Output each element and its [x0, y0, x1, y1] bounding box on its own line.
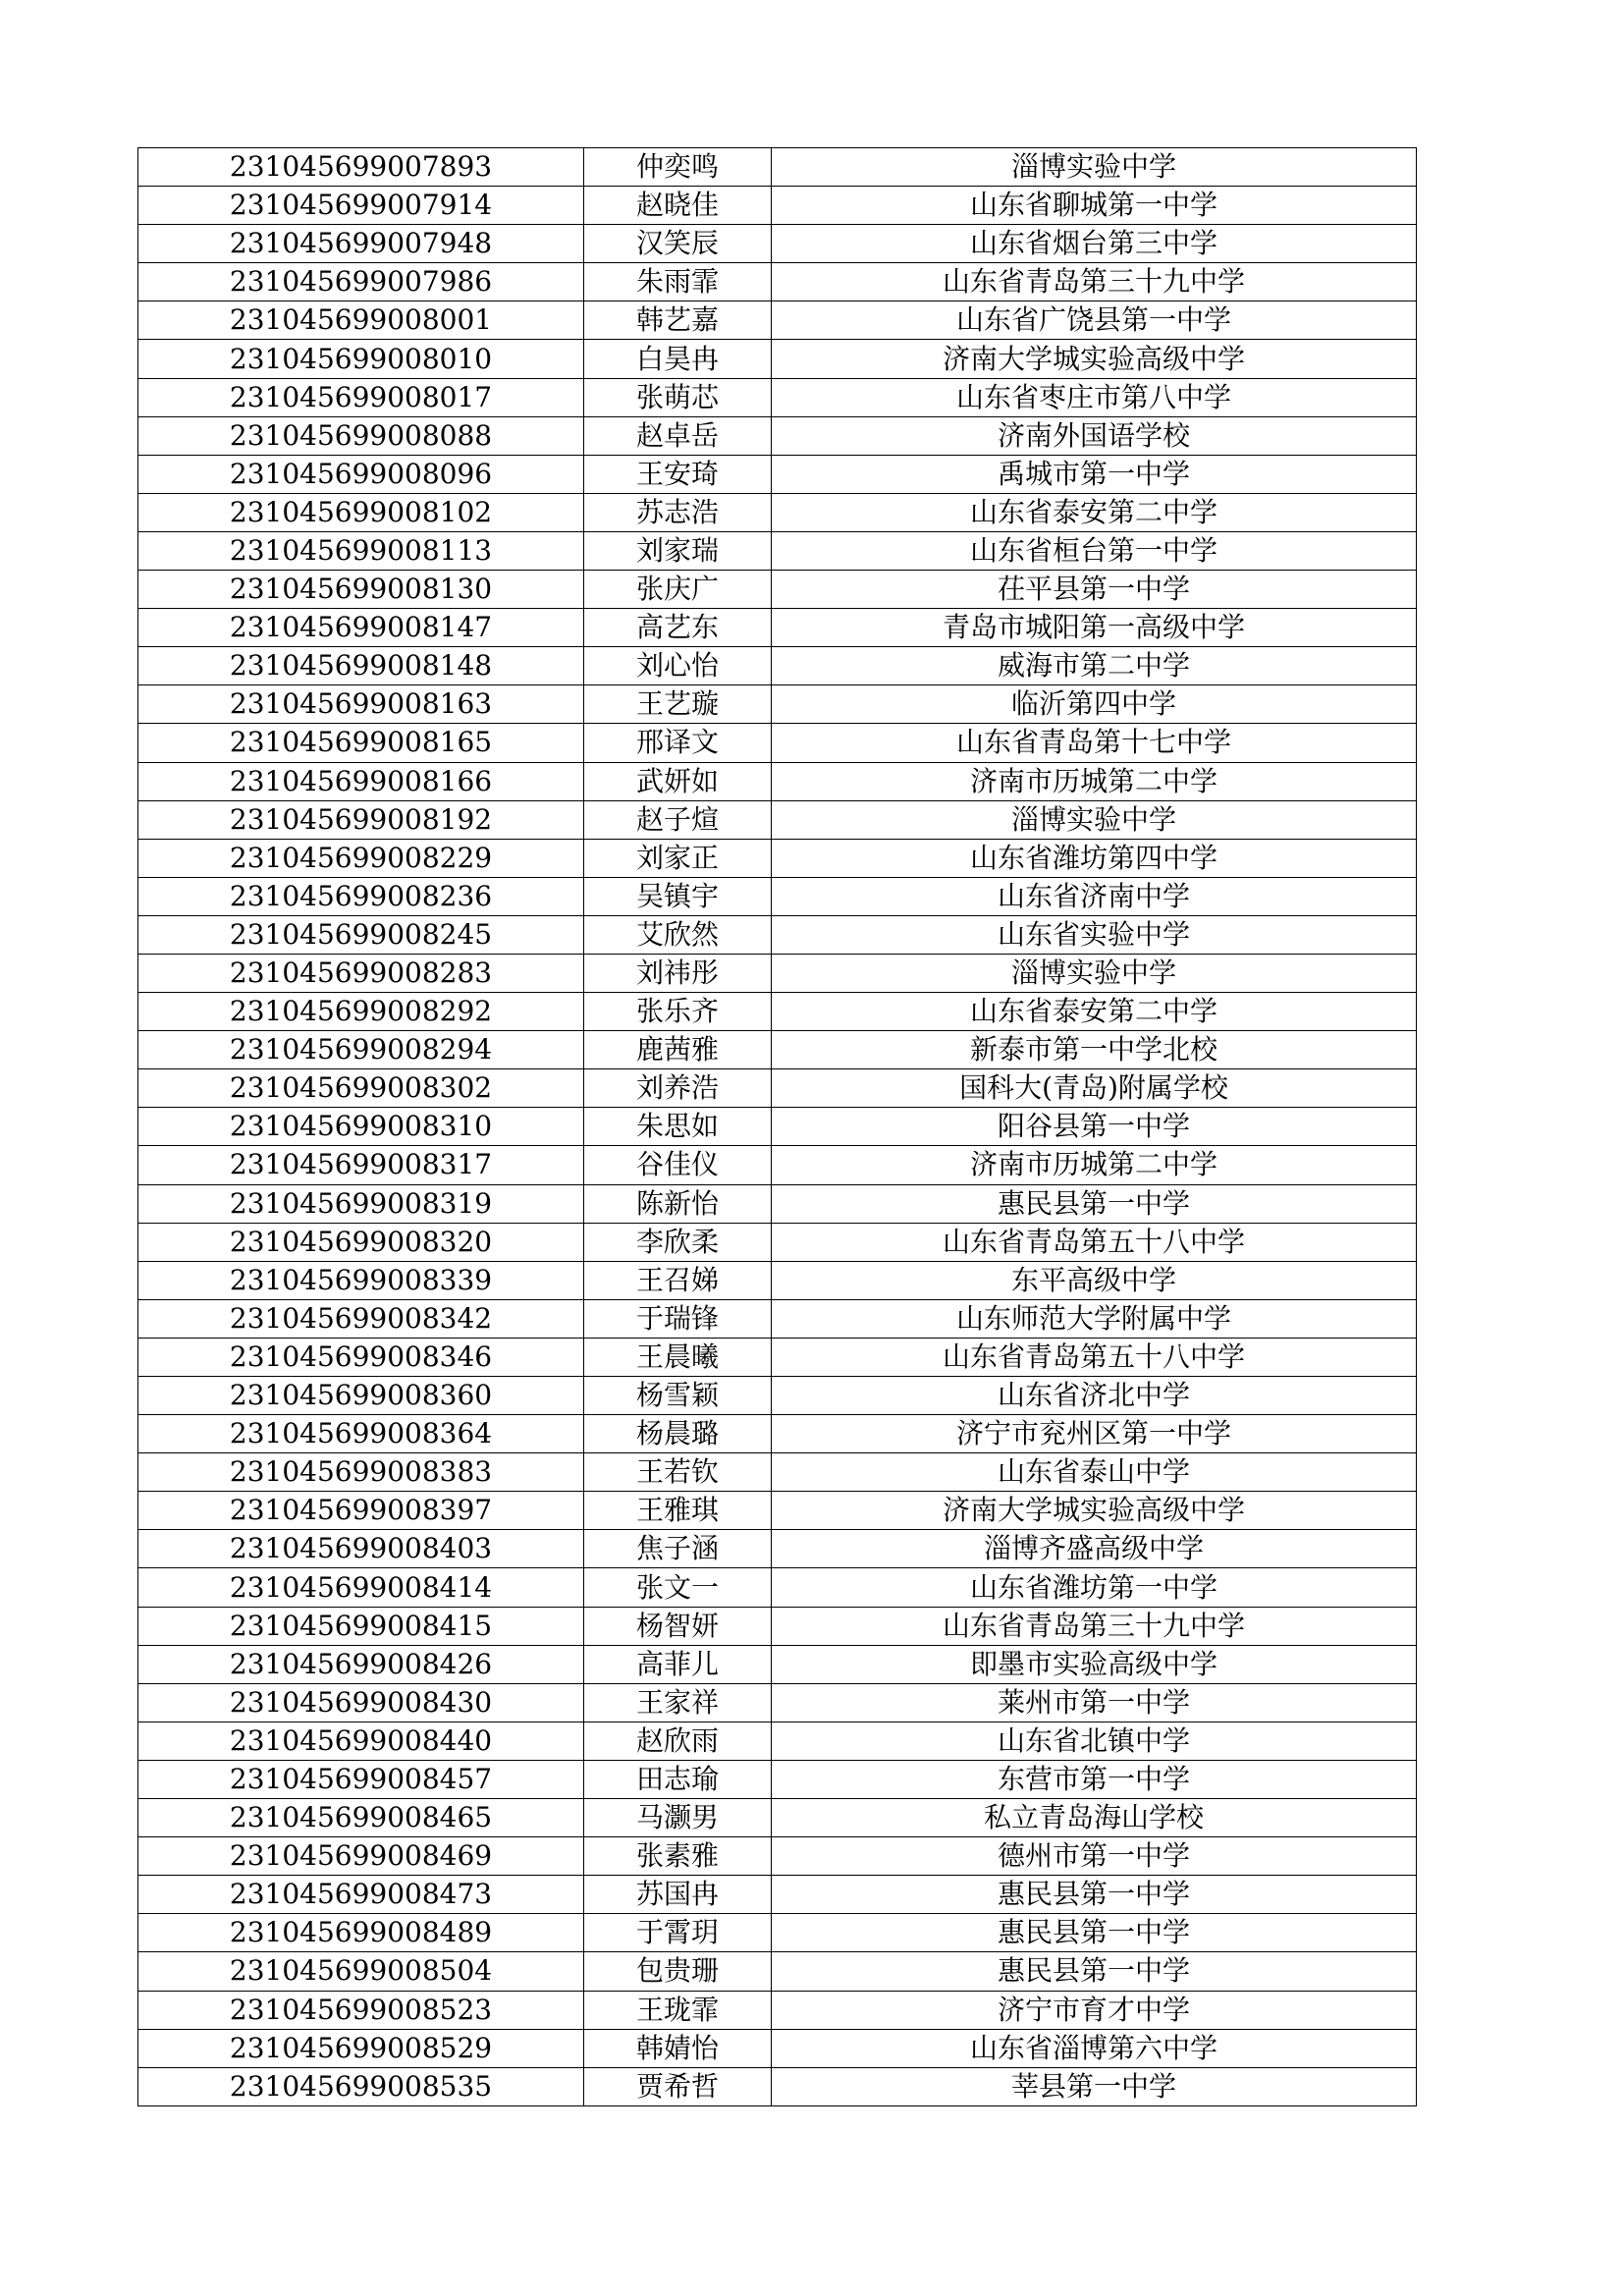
school-name-cell: 淄博齐盛高级中学 — [772, 1530, 1417, 1568]
school-name-cell: 国科大(青岛)附属学校 — [772, 1069, 1417, 1108]
exam-number-cell: 231045699008339 — [138, 1261, 584, 1299]
student-name-cell: 刘家瑞 — [584, 531, 772, 570]
exam-number-cell: 231045699008088 — [138, 416, 584, 455]
table-row — [138, 1952, 1417, 1991]
student-name-cell: 田志瑜 — [584, 1760, 772, 1798]
exam-number-cell: 231045699008001 — [138, 301, 584, 340]
student-name-cell: 王雅琪 — [584, 1492, 772, 1530]
student-name-cell: 王晨曦 — [584, 1338, 772, 1376]
table-row — [138, 1069, 1417, 1108]
student-name-cell: 王安琦 — [584, 455, 772, 493]
school-name-cell: 山东省青岛第五十八中学 — [772, 1223, 1417, 1261]
exam-number-cell: 231045699008163 — [138, 685, 584, 724]
exam-number-cell: 231045699008440 — [138, 1722, 584, 1760]
student-name-cell: 高菲儿 — [584, 1645, 772, 1683]
student-name-cell: 吴镇宇 — [584, 877, 772, 915]
exam-number-cell: 231045699008147 — [138, 609, 584, 647]
school-name-cell: 山东省实验中学 — [772, 915, 1417, 954]
table-row — [138, 378, 1417, 416]
table-row — [138, 993, 1417, 1031]
table-row — [138, 1338, 1417, 1376]
student-name-cell: 刘心怡 — [584, 647, 772, 685]
student-name-cell: 王珑霏 — [584, 1991, 772, 2029]
student-name-cell: 白昊冉 — [584, 340, 772, 378]
exam-number-cell: 231045699008130 — [138, 571, 584, 609]
table-row — [138, 800, 1417, 839]
table-row — [138, 1530, 1417, 1568]
student-name-cell: 张庆广 — [584, 571, 772, 609]
student-name-cell: 仲奕鸣 — [584, 148, 772, 187]
table-row — [138, 2067, 1417, 2105]
school-name-cell: 茌平县第一中学 — [772, 571, 1417, 609]
table-row — [138, 1492, 1417, 1530]
exam-number-cell: 231045699008403 — [138, 1530, 584, 1568]
table-row — [138, 1914, 1417, 1952]
student-name-cell: 苏国冉 — [584, 1876, 772, 1914]
school-name-cell: 东营市第一中学 — [772, 1760, 1417, 1798]
exam-number-cell: 231045699008457 — [138, 1760, 584, 1798]
document-page — [137, 147, 1413, 2106]
school-name-cell: 山东省济北中学 — [772, 1377, 1417, 1415]
student-name-cell: 包贵珊 — [584, 1952, 772, 1991]
student-name-cell: 杨晨璐 — [584, 1415, 772, 1453]
table-row — [138, 1261, 1417, 1299]
school-name-cell: 淄博实验中学 — [772, 148, 1417, 187]
roster-table-body — [138, 148, 1417, 2106]
exam-number-cell: 231045699008245 — [138, 915, 584, 954]
table-row — [138, 1876, 1417, 1914]
table-row — [138, 531, 1417, 570]
exam-number-cell: 231045699008148 — [138, 647, 584, 685]
exam-number-cell: 231045699008102 — [138, 493, 584, 531]
exam-number-cell: 231045699008320 — [138, 1223, 584, 1261]
table-row — [138, 1607, 1417, 1645]
school-name-cell: 即墨市实验高级中学 — [772, 1645, 1417, 1683]
student-name-cell: 刘家正 — [584, 839, 772, 877]
exam-number-cell: 231045699008166 — [138, 762, 584, 800]
table-row — [138, 1837, 1417, 1876]
school-name-cell: 惠民县第一中学 — [772, 1184, 1417, 1223]
table-row — [138, 1453, 1417, 1492]
school-name-cell: 济南大学城实验高级中学 — [772, 1492, 1417, 1530]
school-name-cell: 山东省潍坊第一中学 — [772, 1568, 1417, 1607]
exam-number-cell: 231045699007914 — [138, 187, 584, 225]
school-name-cell: 禹城市第一中学 — [772, 455, 1417, 493]
exam-number-cell: 231045699008096 — [138, 455, 584, 493]
school-name-cell: 山东省济南中学 — [772, 877, 1417, 915]
school-name-cell: 山东省烟台第三中学 — [772, 225, 1417, 263]
exam-number-cell: 231045699008426 — [138, 1645, 584, 1683]
school-name-cell: 青岛市城阳第一高级中学 — [772, 609, 1417, 647]
table-row — [138, 1223, 1417, 1261]
school-name-cell: 山东省泰安第二中学 — [772, 993, 1417, 1031]
table-row — [138, 762, 1417, 800]
student-name-cell: 王家祥 — [584, 1683, 772, 1722]
school-name-cell: 惠民县第一中学 — [772, 1914, 1417, 1952]
exam-number-cell: 231045699008430 — [138, 1683, 584, 1722]
table-row — [138, 225, 1417, 263]
exam-number-cell: 231045699007948 — [138, 225, 584, 263]
table-row — [138, 647, 1417, 685]
school-name-cell: 莱州市第一中学 — [772, 1683, 1417, 1722]
table-row — [138, 2029, 1417, 2067]
exam-number-cell: 231045699008414 — [138, 1568, 584, 1607]
school-name-cell: 济宁市兖州区第一中学 — [772, 1415, 1417, 1453]
student-name-cell: 朱雨霏 — [584, 263, 772, 301]
student-name-cell: 贾希哲 — [584, 2067, 772, 2105]
student-name-cell: 王艺璇 — [584, 685, 772, 724]
table-row — [138, 301, 1417, 340]
exam-number-cell: 231045699008489 — [138, 1914, 584, 1952]
student-name-cell: 陈新怡 — [584, 1184, 772, 1223]
school-name-cell: 山东省泰安第二中学 — [772, 493, 1417, 531]
exam-number-cell: 231045699008523 — [138, 1991, 584, 2029]
table-row — [138, 1683, 1417, 1722]
exam-number-cell: 231045699008529 — [138, 2029, 584, 2067]
school-name-cell: 济南大学城实验高级中学 — [772, 340, 1417, 378]
table-row — [138, 148, 1417, 187]
school-name-cell: 山东省聊城第一中学 — [772, 187, 1417, 225]
student-name-cell: 张萌芯 — [584, 378, 772, 416]
exam-number-cell: 231045699008473 — [138, 1876, 584, 1914]
student-name-cell: 杨雪颖 — [584, 1377, 772, 1415]
exam-number-cell: 231045699008236 — [138, 877, 584, 915]
student-name-cell: 刘祎彤 — [584, 954, 772, 992]
school-name-cell: 德州市第一中学 — [772, 1837, 1417, 1876]
student-name-cell: 汉笑辰 — [584, 225, 772, 263]
table-row — [138, 1760, 1417, 1798]
student-name-cell: 张文一 — [584, 1568, 772, 1607]
school-name-cell: 惠民县第一中学 — [772, 1876, 1417, 1914]
student-name-cell: 艾欣然 — [584, 915, 772, 954]
student-name-cell: 赵晓佳 — [584, 187, 772, 225]
school-name-cell: 淄博实验中学 — [772, 800, 1417, 839]
table-row — [138, 1299, 1417, 1338]
school-name-cell: 山东省泰山中学 — [772, 1453, 1417, 1492]
table-row — [138, 416, 1417, 455]
school-name-cell: 山东省枣庄市第八中学 — [772, 378, 1417, 416]
table-row — [138, 1799, 1417, 1837]
student-name-cell: 于瑞锋 — [584, 1299, 772, 1338]
exam-number-cell: 231045699007986 — [138, 263, 584, 301]
exam-number-cell: 231045699008342 — [138, 1299, 584, 1338]
table-row — [138, 340, 1417, 378]
table-row — [138, 1377, 1417, 1415]
school-name-cell: 莘县第一中学 — [772, 2067, 1417, 2105]
table-row — [138, 1108, 1417, 1146]
student-name-cell: 赵子煊 — [584, 800, 772, 839]
school-name-cell: 山东省北镇中学 — [772, 1722, 1417, 1760]
student-name-cell: 赵欣雨 — [584, 1722, 772, 1760]
student-name-cell: 朱思如 — [584, 1108, 772, 1146]
student-name-cell: 马灏男 — [584, 1799, 772, 1837]
roster-table — [137, 147, 1417, 2106]
exam-number-cell: 231045699008283 — [138, 954, 584, 992]
table-row — [138, 839, 1417, 877]
student-name-cell: 赵卓岳 — [584, 416, 772, 455]
table-row — [138, 1184, 1417, 1223]
student-name-cell: 刘养浩 — [584, 1069, 772, 1108]
student-name-cell: 张素雅 — [584, 1837, 772, 1876]
school-name-cell: 山东省青岛第五十八中学 — [772, 1338, 1417, 1376]
student-name-cell: 邢译文 — [584, 724, 772, 762]
school-name-cell: 济宁市育才中学 — [772, 1991, 1417, 2029]
table-row — [138, 1991, 1417, 2029]
student-name-cell: 于霄玥 — [584, 1914, 772, 1952]
school-name-cell: 济南外国语学校 — [772, 416, 1417, 455]
exam-number-cell: 231045699008346 — [138, 1338, 584, 1376]
table-row — [138, 915, 1417, 954]
student-name-cell: 焦子涵 — [584, 1530, 772, 1568]
table-row — [138, 1415, 1417, 1453]
school-name-cell: 山东省青岛第十七中学 — [772, 724, 1417, 762]
exam-number-cell: 231045699008192 — [138, 800, 584, 839]
student-name-cell: 李欣柔 — [584, 1223, 772, 1261]
school-name-cell: 阳谷县第一中学 — [772, 1108, 1417, 1146]
student-name-cell: 韩艺嘉 — [584, 301, 772, 340]
exam-number-cell: 231045699008292 — [138, 993, 584, 1031]
table-row — [138, 1146, 1417, 1184]
student-name-cell: 谷佳仪 — [584, 1146, 772, 1184]
table-row — [138, 1645, 1417, 1683]
table-row — [138, 1722, 1417, 1760]
school-name-cell: 新泰市第一中学北校 — [772, 1031, 1417, 1069]
school-name-cell: 临沂第四中学 — [772, 685, 1417, 724]
exam-number-cell: 231045699008113 — [138, 531, 584, 570]
table-row — [138, 954, 1417, 992]
exam-number-cell: 231045699008415 — [138, 1607, 584, 1645]
exam-number-cell: 231045699008310 — [138, 1108, 584, 1146]
student-name-cell: 王若钦 — [584, 1453, 772, 1492]
student-name-cell: 杨智妍 — [584, 1607, 772, 1645]
exam-number-cell: 231045699008469 — [138, 1837, 584, 1876]
school-name-cell: 东平高级中学 — [772, 1261, 1417, 1299]
exam-number-cell: 231045699008504 — [138, 1952, 584, 1991]
student-name-cell: 鹿茜雅 — [584, 1031, 772, 1069]
school-name-cell: 山东省淄博第六中学 — [772, 2029, 1417, 2067]
student-name-cell: 韩婧怡 — [584, 2029, 772, 2067]
student-name-cell: 武妍如 — [584, 762, 772, 800]
table-row — [138, 455, 1417, 493]
table-row — [138, 571, 1417, 609]
school-name-cell: 济南市历城第二中学 — [772, 1146, 1417, 1184]
school-name-cell: 济南市历城第二中学 — [772, 762, 1417, 800]
table-row — [138, 724, 1417, 762]
exam-number-cell: 231045699008302 — [138, 1069, 584, 1108]
exam-number-cell: 231045699008360 — [138, 1377, 584, 1415]
table-row — [138, 1031, 1417, 1069]
school-name-cell: 威海市第二中学 — [772, 647, 1417, 685]
school-name-cell: 山东省青岛第三十九中学 — [772, 1607, 1417, 1645]
table-row — [138, 187, 1417, 225]
exam-number-cell: 231045699008317 — [138, 1146, 584, 1184]
table-row — [138, 1568, 1417, 1607]
school-name-cell: 山东省广饶县第一中学 — [772, 301, 1417, 340]
table-row — [138, 263, 1417, 301]
table-row — [138, 609, 1417, 647]
exam-number-cell: 231045699008397 — [138, 1492, 584, 1530]
exam-number-cell: 231045699008535 — [138, 2067, 584, 2105]
student-name-cell: 张乐齐 — [584, 993, 772, 1031]
exam-number-cell: 231045699008010 — [138, 340, 584, 378]
student-name-cell: 高艺东 — [584, 609, 772, 647]
student-name-cell: 苏志浩 — [584, 493, 772, 531]
school-name-cell: 山东省潍坊第四中学 — [772, 839, 1417, 877]
exam-number-cell: 231045699008165 — [138, 724, 584, 762]
exam-number-cell: 231045699008017 — [138, 378, 584, 416]
school-name-cell: 山东师范大学附属中学 — [772, 1299, 1417, 1338]
school-name-cell: 山东省桓台第一中学 — [772, 531, 1417, 570]
table-row — [138, 877, 1417, 915]
exam-number-cell: 231045699008383 — [138, 1453, 584, 1492]
school-name-cell: 惠民县第一中学 — [772, 1952, 1417, 1991]
exam-number-cell: 231045699008229 — [138, 839, 584, 877]
exam-number-cell: 231045699008364 — [138, 1415, 584, 1453]
exam-number-cell: 231045699008465 — [138, 1799, 584, 1837]
table-row — [138, 493, 1417, 531]
student-name-cell: 王召娣 — [584, 1261, 772, 1299]
exam-number-cell: 231045699007893 — [138, 148, 584, 187]
table-row — [138, 685, 1417, 724]
school-name-cell: 私立青岛海山学校 — [772, 1799, 1417, 1837]
exam-number-cell: 231045699008319 — [138, 1184, 584, 1223]
exam-number-cell: 231045699008294 — [138, 1031, 584, 1069]
school-name-cell: 山东省青岛第三十九中学 — [772, 263, 1417, 301]
school-name-cell: 淄博实验中学 — [772, 954, 1417, 992]
